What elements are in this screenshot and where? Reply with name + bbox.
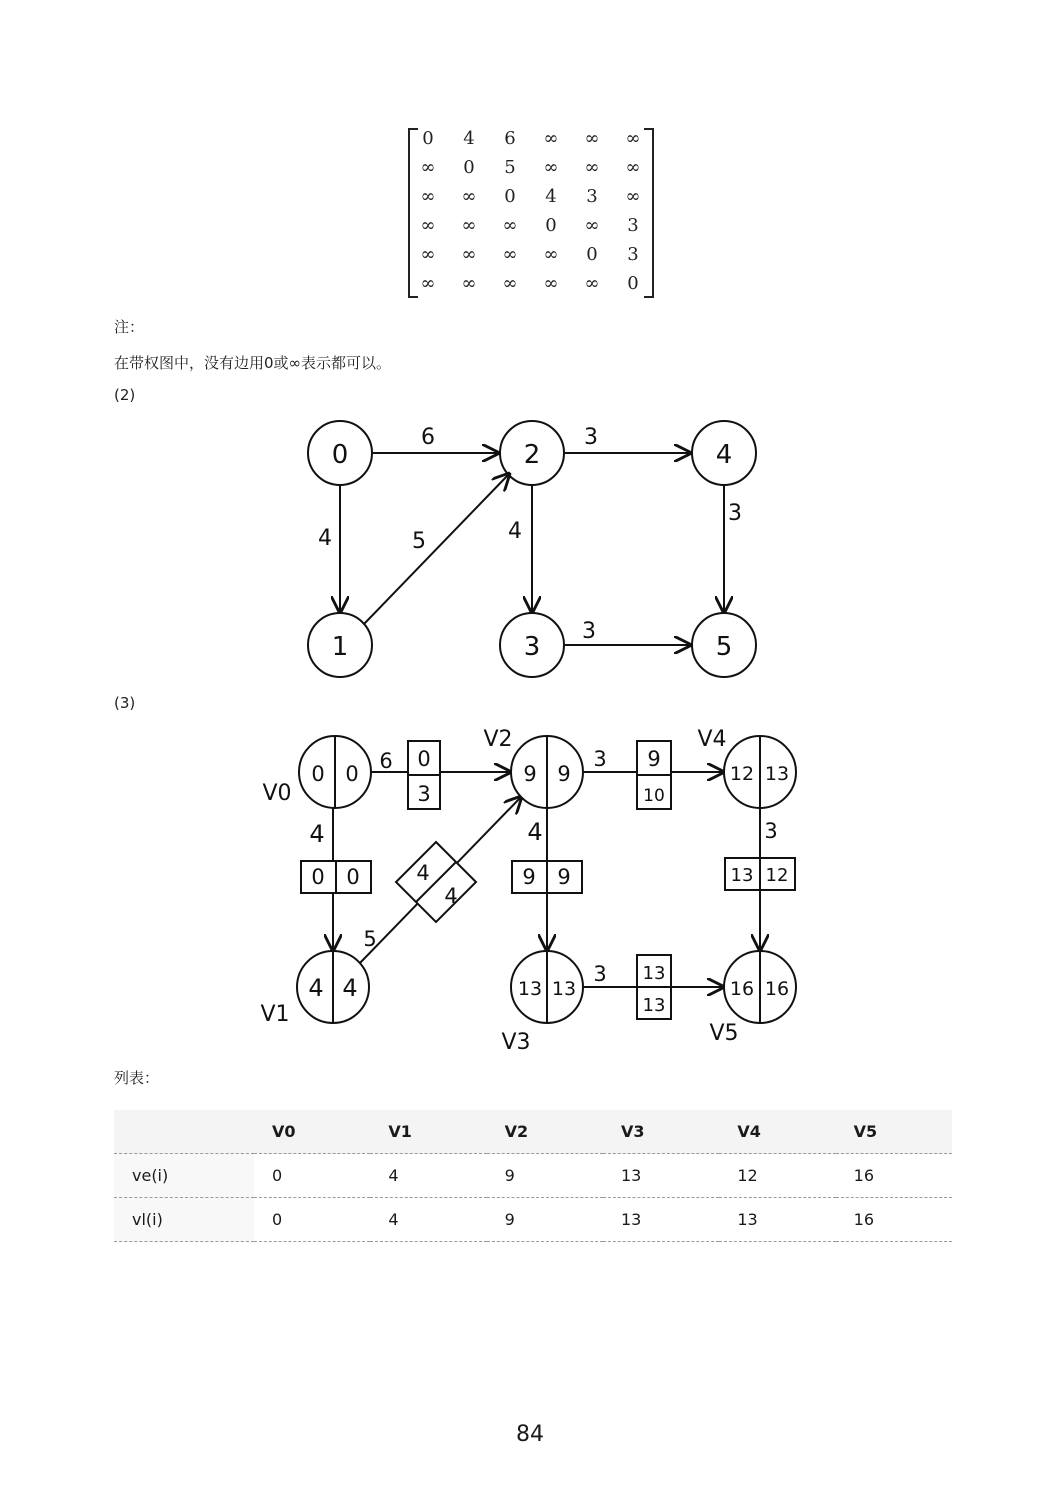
page-number: 84 — [516, 1422, 544, 1447]
matrix-cell: 0 — [422, 128, 434, 149]
box-2-3-b: 9 — [557, 865, 571, 889]
matrix-cell: 0 — [545, 215, 557, 236]
list-label: 列表： — [114, 1069, 160, 1087]
weight-4-5: 3 — [728, 501, 742, 526]
matrix-cell: ∞ — [420, 157, 436, 178]
v5-ve: 16 — [729, 978, 755, 1000]
weight-2-4: 3 — [584, 425, 598, 450]
table-cell: vl(i) — [114, 1198, 254, 1242]
table-cell: 13 — [603, 1198, 719, 1242]
matrix-cell: ∞ — [625, 157, 641, 178]
matrix-cell: ∞ — [543, 273, 559, 294]
matrix-cell: ∞ — [461, 215, 477, 236]
box-2-4-a: 9 — [647, 747, 661, 771]
table-cell: 9 — [487, 1154, 603, 1198]
matrix-cell: ∞ — [584, 215, 600, 236]
node-2-label: 2 — [523, 440, 541, 470]
node-4-label: 4 — [715, 440, 733, 470]
v3-ve: 13 — [517, 978, 543, 1000]
matrix-cell: 0 — [463, 157, 475, 178]
weight3-2-3: 4 — [527, 818, 543, 846]
box-2-3-a: 9 — [522, 865, 536, 889]
box-0-1-a: 0 — [311, 865, 325, 889]
box-0-2-b: 3 — [417, 782, 431, 806]
matrix-cell: 6 — [504, 128, 516, 149]
v3-vl: 13 — [551, 978, 577, 1000]
table-row — [114, 1154, 952, 1198]
matrix-cell: ∞ — [543, 244, 559, 265]
node-0-label: 0 — [331, 440, 349, 470]
table-cell: 4 — [370, 1154, 486, 1198]
matrix-cell: 4 — [463, 128, 475, 149]
matrix-cell: 5 — [504, 157, 516, 178]
weight3-1-2: 5 — [363, 927, 377, 951]
v4-vl: 13 — [764, 763, 790, 785]
box-4-5-a: 13 — [730, 865, 754, 886]
matrix-cell: ∞ — [584, 273, 600, 294]
matrix-cell: ∞ — [420, 186, 436, 207]
matrix-cell: ∞ — [420, 215, 436, 236]
matrix-cell: ∞ — [625, 128, 641, 149]
table-cell: 0 — [254, 1198, 370, 1242]
box-2-4-b: 10 — [643, 786, 665, 806]
weight3-0-1: 4 — [309, 820, 325, 848]
table-cell: 16 — [836, 1198, 952, 1242]
vertex-name-v0: V0 — [262, 781, 292, 806]
weight-2-3: 4 — [508, 519, 522, 544]
matrix-cell: 0 — [504, 186, 516, 207]
box-3-5-b: 13 — [642, 995, 666, 1016]
box-3-5-a: 13 — [642, 963, 666, 984]
matrix-cell: 4 — [545, 186, 557, 207]
section-2-label: (2) — [114, 386, 136, 404]
vertex-name-v2: V2 — [483, 727, 513, 752]
weight-3-5: 3 — [582, 619, 596, 644]
node-5-label: 5 — [715, 632, 733, 662]
matrix-cell: ∞ — [420, 273, 436, 294]
matrix-cell: ∞ — [461, 273, 477, 294]
table-cell: 13 — [603, 1154, 719, 1198]
table-header-cell: V0 — [254, 1110, 370, 1154]
v2-vl: 9 — [557, 762, 571, 786]
matrix-cell: ∞ — [584, 128, 600, 149]
box-0-1-b: 0 — [346, 865, 360, 889]
edge-1-2 — [364, 474, 509, 624]
matrix-cell: ∞ — [502, 273, 518, 294]
weight-1-2: 5 — [412, 529, 426, 554]
box-0-2-a: 0 — [417, 747, 431, 771]
matrix-cell: ∞ — [625, 186, 641, 207]
weight3-4-5: 3 — [764, 819, 778, 843]
v0-ve: 0 — [311, 762, 325, 786]
table-header-row — [114, 1110, 952, 1154]
matrix-cell: ∞ — [461, 186, 477, 207]
matrix-cell: ∞ — [420, 244, 436, 265]
matrix-cell: 0 — [627, 273, 639, 294]
box-4-5-b: 12 — [765, 865, 789, 886]
weight3-0-2: 6 — [379, 749, 393, 773]
node-3-label: 3 — [523, 632, 541, 662]
note-text: 在带权图中，没有边用0或∞表示都可以。 — [114, 354, 392, 372]
v5-vl: 16 — [764, 978, 790, 1000]
v1-vl: 4 — [342, 974, 358, 1002]
vertex-name-v1: V1 — [260, 1002, 290, 1027]
matrix-cell: ∞ — [461, 244, 477, 265]
v2-ve: 9 — [523, 762, 537, 786]
matrix-cell: ∞ — [502, 244, 518, 265]
v0-vl: 0 — [345, 762, 359, 786]
table-cell: 13 — [719, 1198, 835, 1242]
matrix-cell: 3 — [627, 215, 639, 236]
vertex-name-v5: V5 — [709, 1021, 739, 1046]
table-header-cell: V3 — [603, 1110, 719, 1154]
box-1-2-b: 4 — [444, 884, 458, 908]
table-header-cell — [114, 1110, 254, 1154]
matrix-cell: ∞ — [543, 128, 559, 149]
table-cell: 4 — [370, 1198, 486, 1242]
matrix-cell: ∞ — [502, 215, 518, 236]
table-cell: 9 — [487, 1198, 603, 1242]
matrix-cell: 3 — [586, 186, 598, 207]
matrix-cell: 3 — [627, 244, 639, 265]
table-cell: ve(i) — [114, 1154, 254, 1198]
weight-0-1: 4 — [318, 526, 332, 551]
table-row — [114, 1198, 952, 1242]
table-header-cell: V5 — [836, 1110, 952, 1154]
vertex-name-v3: V3 — [501, 1030, 531, 1055]
node-1-label: 1 — [331, 632, 349, 662]
weight-0-2: 6 — [421, 425, 435, 450]
table-header-cell: V1 — [370, 1110, 486, 1154]
table-cell: 12 — [719, 1154, 835, 1198]
graph-3 — [297, 736, 796, 1023]
vertex-name-v4: V4 — [697, 727, 727, 752]
table-cell: 0 — [254, 1154, 370, 1198]
table-cell: 16 — [836, 1154, 952, 1198]
note-label: 注： — [114, 318, 145, 336]
section-3-label: (3) — [114, 694, 136, 712]
table-header-cell: V2 — [487, 1110, 603, 1154]
weight3-3-5: 3 — [593, 962, 607, 986]
box-1-2-a: 4 — [416, 861, 430, 885]
ve-vl-table — [114, 1110, 952, 1242]
table-header-cell: V4 — [719, 1110, 835, 1154]
v4-ve: 12 — [729, 763, 755, 785]
matrix-cell: ∞ — [584, 157, 600, 178]
matrix-cell: 0 — [586, 244, 598, 265]
weight3-2-4: 3 — [593, 747, 607, 771]
v1-ve: 4 — [308, 974, 324, 1002]
matrix-cell: ∞ — [543, 157, 559, 178]
